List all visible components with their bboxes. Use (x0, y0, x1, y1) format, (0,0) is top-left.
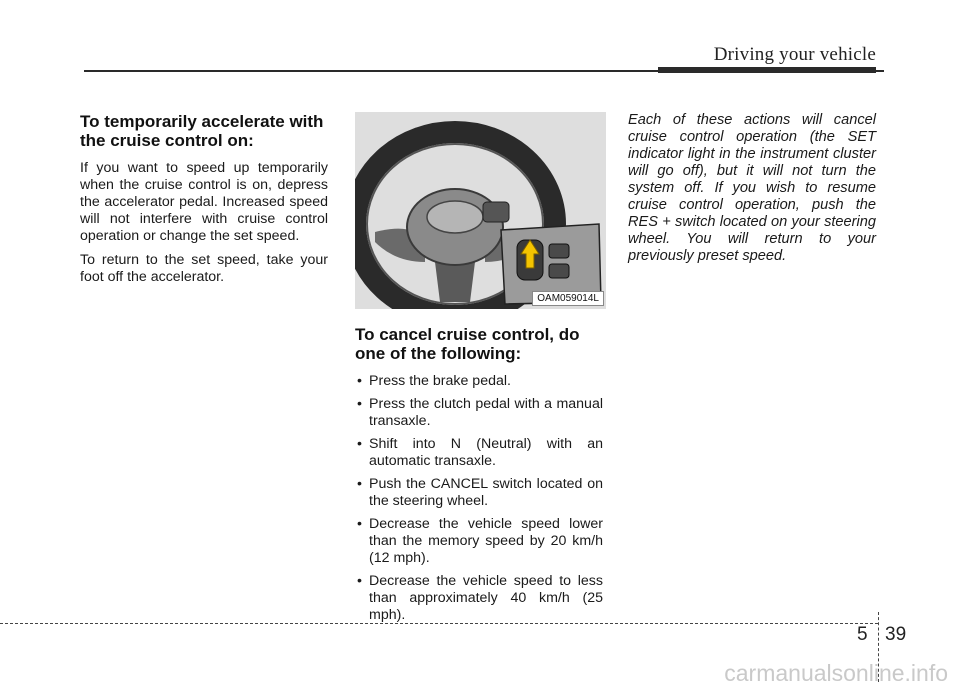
cancel-heading: To cancel cruise control, do one of the following: (355, 325, 580, 363)
figure-code: OAM059014L (532, 291, 604, 306)
list-item: • Press the clutch pedal with a manual transaxle. (355, 396, 603, 430)
middle-column (355, 112, 603, 630)
chapter-number: 5 (857, 624, 868, 645)
accelerate-paragraph-2: To return to the set speed, take your foot off the accelerator. (80, 252, 328, 285)
header-rule-accent (658, 67, 876, 73)
right-column (628, 112, 876, 265)
list-item: • Decrease the vehicle speed to less than approximately 40 km/h (25 mph). (355, 573, 603, 624)
steering-wheel-figure (355, 112, 606, 309)
accelerate-heading: To temporarily accelerate with the cruise control on: (80, 112, 324, 150)
accelerate-paragraph-1: If you want to speed up temporarily when the cruise control is on, depress the accelerator pedal. Increased speed will not interfere with cruise control operation or change the set speed. (80, 160, 328, 244)
list-item: • Push the CANCEL switch located on the steering wheel. (355, 476, 603, 510)
left-column (80, 112, 328, 293)
footer-rule (0, 623, 878, 624)
list-item: • Decrease the vehicle speed lower than the memory speed by 20 km/h (12 mph). (355, 516, 603, 567)
watermark: carmanualsonline.info (724, 660, 948, 686)
list-item: • Press the brake pedal. (355, 373, 603, 390)
list-item: • Shift into N (Neutral) with an automatic transaxle. (355, 436, 603, 470)
cancel-note: Each of these actions will cancel cruise control operation (the SET indicator light in the instrument cluster will go off), but it will not turn the system off. If you wish to resume cruise control operation, push the RES + switch located on your steering wheel. You will return to your previously preset speed. (628, 112, 876, 264)
steering-wheel-illustration (355, 112, 606, 309)
page-number: 39 (885, 624, 907, 645)
cancel-list (355, 373, 603, 624)
section-title: Driving your vehicle (713, 44, 876, 65)
